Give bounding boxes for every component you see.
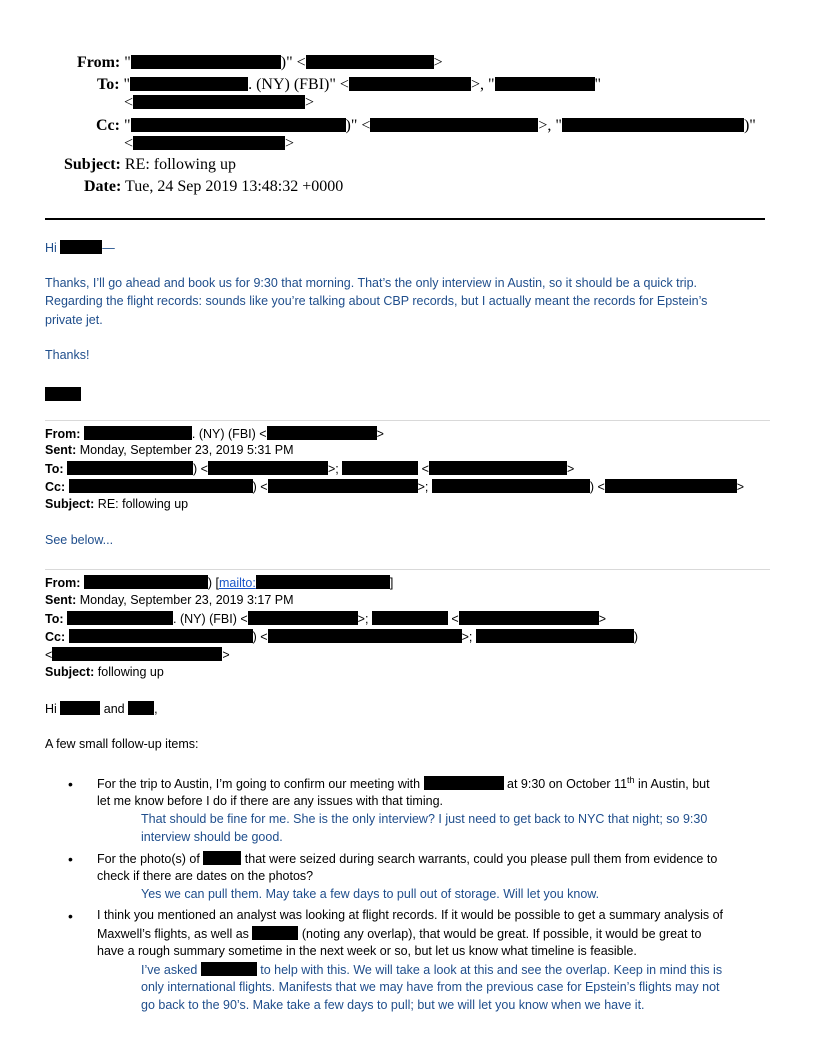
- msg2-to-row: To: ) < >; < >: [45, 462, 575, 476]
- msg2-from-suffix: . (NY) (FBI) <: [191, 427, 267, 441]
- msg2-sent-value: Monday, September 23, 2019 5:31 PM: [79, 443, 294, 457]
- header-subject-row: [64, 156, 236, 174]
- header-cc-row-cont: < >: [124, 135, 295, 152]
- msg3-sent-row: [45, 593, 294, 607]
- reply-1-line2: interview should be good.: [141, 830, 283, 844]
- bullet-2-line2: check if there are dates on the photos?: [97, 869, 314, 883]
- msg2-subject-value: RE: following up: [97, 497, 189, 511]
- greeting-and: and: [103, 702, 125, 716]
- msg3-subject-label: Subject:: [45, 665, 95, 679]
- bullet-1-line1: [97, 776, 710, 791]
- redaction: [476, 629, 634, 643]
- redaction: [459, 611, 599, 625]
- greeting-hi: Hi: [45, 702, 57, 716]
- redaction: [370, 118, 538, 132]
- msg2-sent-row: [45, 443, 294, 457]
- redaction: [562, 118, 744, 132]
- redaction: [69, 629, 253, 643]
- header-cc-row: Cc: " )" < >, " )": [96, 117, 756, 134]
- redaction: [67, 461, 193, 475]
- redaction: [131, 55, 281, 69]
- bullet-2-text-b: that were seized during search warrants, could you please pull them from evidence to: [244, 852, 718, 866]
- bullet-2-line1: [97, 851, 717, 866]
- to-label: To:: [97, 76, 120, 93]
- msg2-cc-row: Cc: ) < >; ) < >: [45, 480, 745, 494]
- msg3-subject-value: following up: [97, 665, 164, 679]
- signature-redaction: [45, 386, 81, 404]
- redaction: [67, 611, 173, 625]
- bullet-2-text-a: For the photo(s) of: [97, 852, 200, 866]
- bullet-3-marker: •: [68, 908, 73, 924]
- msg3-sent-label: Sent:: [45, 593, 77, 607]
- redaction: [208, 461, 328, 475]
- msg3-subject-row: [45, 665, 164, 679]
- bullet-1-line2: let me know before I do if there are any issues with that timing.: [97, 794, 444, 808]
- bullet-3-line2: [97, 926, 701, 941]
- reply-3-text-a: I’ve asked: [141, 963, 198, 977]
- mailto-text: mailto:: [219, 576, 256, 590]
- header-to-row-cont: < >: [124, 94, 315, 111]
- cc-label: Cc:: [96, 117, 120, 134]
- redaction: [429, 461, 567, 475]
- reply-thanks: Thanks!: [45, 348, 90, 362]
- msg3-from-label: From:: [45, 576, 81, 590]
- reply-para1-line3: private jet.: [45, 313, 103, 327]
- redaction: [267, 426, 377, 440]
- header-from-row: From: " )" < >: [77, 54, 443, 71]
- subject-label: Subject:: [64, 156, 121, 173]
- redaction: [130, 77, 248, 91]
- redaction: [268, 479, 418, 493]
- redaction: [495, 77, 595, 91]
- greeting-dash: —: [102, 241, 115, 255]
- reply-3-line2: only international flights. Manifests that we may have from the previous case for Epstein’s flights may not: [141, 980, 720, 994]
- date-value: Tue, 24 Sep 2019 13:48:32 +0000: [125, 178, 344, 195]
- msg2-from-label: From:: [45, 427, 81, 441]
- to-suffix: . (NY) (FBI)" <: [248, 76, 349, 93]
- redaction: [248, 611, 358, 625]
- msg2-cc-label: Cc:: [45, 480, 66, 494]
- redaction: [69, 479, 253, 493]
- reply-para1-line2: Regarding the flight records: sounds like you’re talking about CBP records, but I actually meant the records for Epstein’s: [45, 294, 708, 308]
- from-label: From:: [77, 54, 121, 71]
- header-to-row: To: " . (NY) (FBI)" < >, " ": [97, 76, 602, 93]
- redaction: [133, 136, 285, 150]
- greeting-hi: Hi: [45, 241, 57, 255]
- msg2-from-row: From: . (NY) (FBI) < >: [45, 427, 384, 441]
- redaction: [201, 962, 257, 976]
- reply-3-text-b: to help with this. We will take a look at this and see the overlap. Keep in mind this is: [260, 963, 723, 977]
- message-divider-1: [45, 420, 770, 421]
- subject-value: RE: following up: [124, 156, 236, 173]
- bullet-1-marker: •: [68, 776, 73, 792]
- redaction: [605, 479, 737, 493]
- reply-greeting: [45, 240, 115, 255]
- bullet-3-line1: I think you mentioned an analyst was looking at flight records. If it would be possible to get a summary analysis of: [97, 908, 724, 922]
- bullet-1-text-a: For the trip to Austin, I’m going to confirm our meeting with: [97, 777, 421, 791]
- msg2-body: See below...: [45, 533, 114, 547]
- msg2-subject-row: [45, 497, 188, 511]
- msg3-sent-value: Monday, September 23, 2019 3:17 PM: [79, 593, 294, 607]
- reply-2: Yes we can pull them. May take a few days to pull out of storage. Will let you know.: [141, 887, 600, 901]
- redaction: [349, 77, 471, 91]
- reply-3-line1: [141, 962, 722, 977]
- msg3-greeting: Hi and ,: [45, 702, 158, 716]
- redaction: [252, 926, 298, 940]
- date-label: Date:: [84, 178, 122, 195]
- redaction: [52, 647, 222, 661]
- redaction: [128, 701, 154, 715]
- redaction: [131, 118, 346, 132]
- redaction: [342, 461, 418, 475]
- bullet-3-text-b: (noting any overlap), that would be great. If possible, it would be great to: [301, 927, 702, 941]
- redaction: [306, 55, 434, 69]
- message-divider-2: [45, 569, 770, 570]
- redaction: [372, 611, 448, 625]
- redaction: [60, 240, 102, 254]
- header-divider: [45, 218, 765, 220]
- msg2-subject-label: Subject:: [45, 497, 95, 511]
- bullet-1-text-b: at 9:30 on October 11: [507, 777, 628, 791]
- msg2-to-label: To:: [45, 462, 64, 476]
- msg3-intro: A few small follow-up items:: [45, 737, 199, 751]
- bullet-1-text-c: in Austin, but: [638, 777, 710, 791]
- redaction: [424, 776, 504, 790]
- redaction: [256, 575, 390, 589]
- bullet-3-line3: have a rough summary sometime in the next week or so, but let us know what timeline is feasible.: [97, 944, 637, 958]
- redaction: [203, 851, 241, 865]
- reply-para1-line1: Thanks, I’ll go ahead and book us for 9:30 that morning. That’s the only interview in Austin, so it should be a quick trip.: [45, 276, 698, 290]
- msg3-cc-row: Cc: ) < >; ): [45, 630, 638, 644]
- msg3-cc-row-cont: < >: [45, 648, 230, 662]
- msg2-sent-label: Sent:: [45, 443, 77, 457]
- redaction: [432, 479, 590, 493]
- reply-3-line3: go back to the 90’s. Make take a few days to pull; but we will let you know when we have it.: [141, 998, 645, 1012]
- redaction: [84, 426, 192, 440]
- bullet-3-text-a: Maxwell’s flights, as well as: [97, 927, 249, 941]
- redaction: [133, 95, 305, 109]
- redaction: [45, 387, 81, 401]
- header-date-row: [84, 178, 343, 196]
- msg3-to-label: To:: [45, 612, 64, 626]
- msg3-cc-label: Cc:: [45, 630, 66, 644]
- bullet-2-marker: •: [68, 851, 73, 867]
- redaction: [268, 629, 462, 643]
- bullet-1-sup: th: [627, 774, 635, 785]
- redaction: [84, 575, 208, 589]
- msg3-from-row: From: ) [mailto: ]: [45, 576, 394, 590]
- msg3-to-suffix: . (NY) (FBI) <: [173, 612, 248, 626]
- redaction: [60, 701, 100, 715]
- reply-1-line1: That should be fine for me. She is the only interview? I just need to get back to NYC that night; so 9:30: [141, 812, 708, 826]
- mailto-link[interactable]: [219, 576, 390, 590]
- msg3-to-row: To: . (NY) (FBI) < >; < >: [45, 612, 606, 626]
